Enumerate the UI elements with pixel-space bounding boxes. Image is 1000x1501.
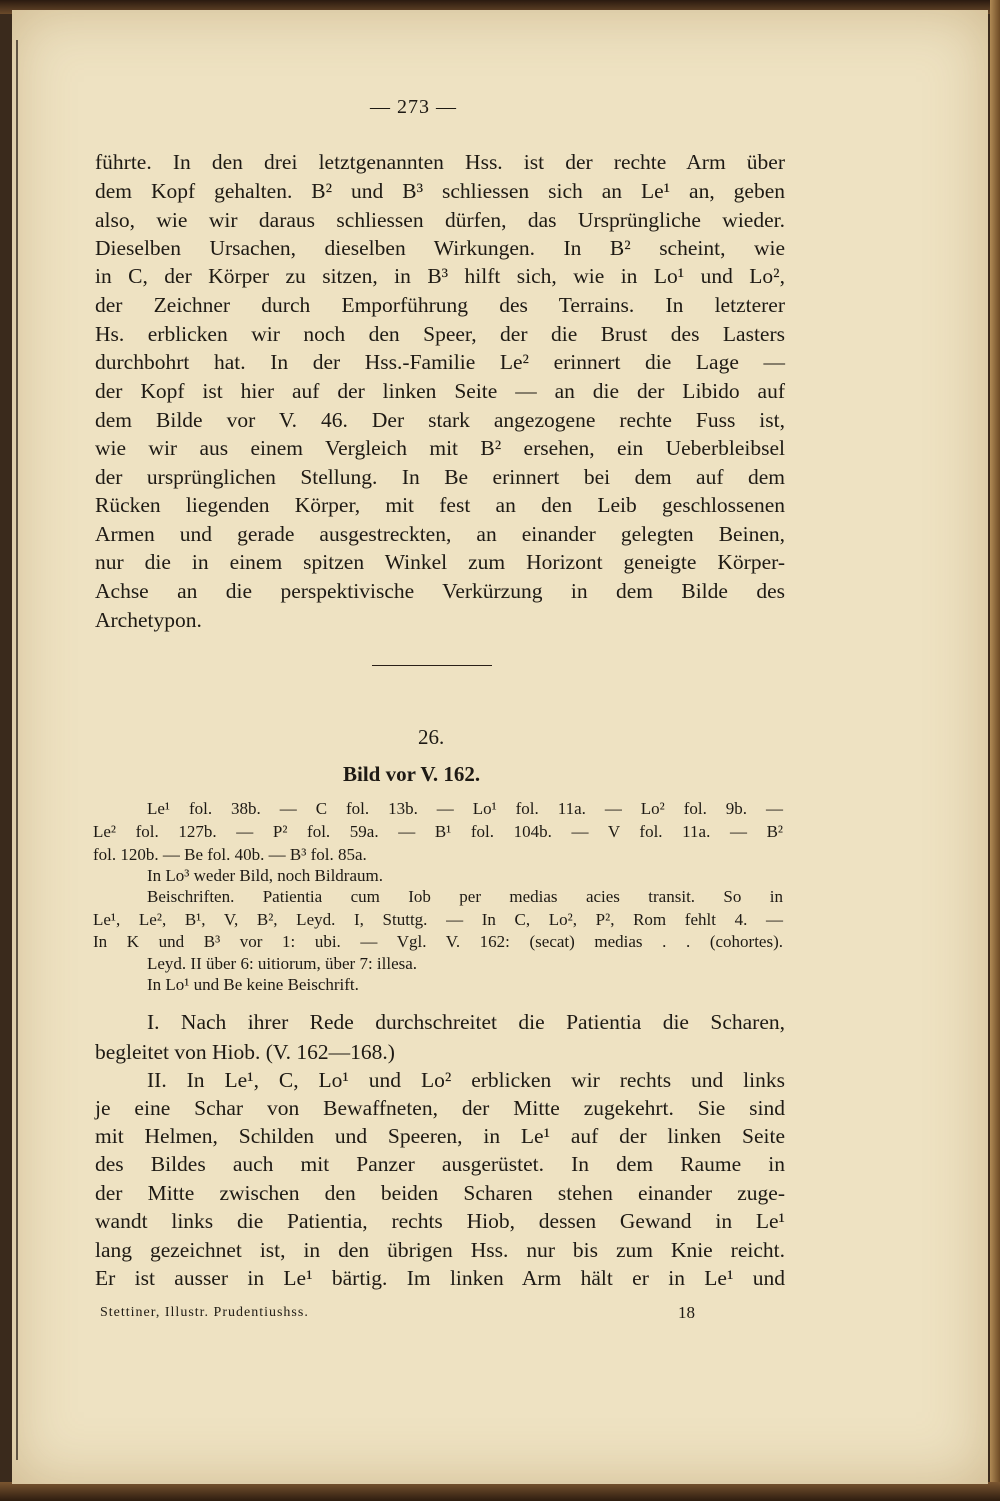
paragraph-line: der Kopf ist hier auf der linken Seite — an die der Libido auf: [95, 379, 785, 403]
note-line: In Lo¹ und Be keine Beischrift.: [147, 975, 359, 994]
paragraph-line: mit Helmen, Schilden und Speeren, in Le¹ auf der linken Seite: [95, 1124, 785, 1148]
binding-edge: [16, 40, 18, 1460]
note-line: Le¹, Le², B¹, V, B², Leyd. I, Stuttg. — In C, Lo², P², Rom fehlt 4. —: [93, 910, 783, 929]
paragraph-line: in C, der Körper zu sitzen, in B³ hilft sich, wie in Lo¹ und Lo²,: [95, 264, 785, 288]
note-line: Leyd. II über 6: uitiorum, über 7: illesa.: [147, 954, 418, 973]
paragraph-line: der Zeichner durch Emporführung des Terrains. In letzterer: [95, 293, 785, 317]
paragraph-line: dem Bilde vor V. 46. Der stark angezogene rechte Fuss ist,: [95, 408, 785, 432]
note-line: In Lo³ weder Bild, noch Bildraum.: [147, 866, 383, 885]
page-number: — 273 —: [370, 96, 457, 118]
paragraph-line: Dieselben Ursachen, dieselben Wirkungen. In B² scheint, wie: [95, 236, 785, 260]
paragraph-line: I. Nach ihrer Rede durchschreitet die Patientia die Scharen,: [147, 1010, 785, 1034]
note-line: Le¹ fol. 38b. — C fol. 13b. — Lo¹ fol. 11a. — Lo² fol. 9b. —: [147, 799, 783, 818]
paragraph-line: Armen und gerade ausgestreckten, an einander gelegten Beinen,: [95, 522, 785, 546]
paragraph-line: Er ist ausser in Le¹ bärtig. Im linken Arm hält er in Le¹ und: [95, 1266, 785, 1290]
note-line: Beischriften. Patientia cum Iob per medias acies transit. So in: [147, 887, 783, 906]
paragraph-line: Archetypon.: [95, 608, 202, 632]
section-divider: [372, 665, 492, 666]
paragraph-line: durchbohrt hat. In der Hss.-Familie Le² erinnert die Lage —: [95, 350, 785, 374]
section-number: 26.: [418, 725, 445, 749]
section-title: Bild vor V. 162.: [343, 762, 481, 786]
note-line: Le² fol. 127b. — P² fol. 59a. — B¹ fol. 104b. — V fol. 11a. — B²: [93, 822, 783, 841]
paragraph-line: führte. In den drei letztgenannten Hss. ist der rechte Arm über: [95, 150, 785, 174]
footer-signature: Stettiner, Illustr. Prudentiushss.: [100, 1305, 309, 1320]
note-line: In K und B³ vor 1: ubi. — Vgl. V. 162: (secat) medias . . (cohortes).: [93, 932, 783, 951]
paragraph-line: Rücken liegenden Körper, mit fest an den Leib geschlossenen: [95, 493, 785, 517]
paragraph-line: dem Kopf gehalten. B² und B³ schliessen sich an Le¹ an, geben: [95, 179, 785, 203]
paragraph-line: nur die in einem spitzen Winkel zum Horizont geneigte Körper-: [95, 550, 785, 574]
paragraph-line: des Bildes auch mit Panzer ausgerüstet. In dem Raume in: [95, 1152, 785, 1176]
paragraph-line: Hs. erblicken wir noch den Speer, der die Brust des Lasters: [95, 322, 785, 346]
paragraph-line: Achse an die perspektivische Verkürzung in dem Bilde des: [95, 579, 785, 603]
bottom-page-edge: [0, 1482, 1000, 1501]
paragraph-line: wandt links die Patientia, rechts Hiob, dessen Gewand in Le¹: [95, 1209, 785, 1233]
paragraph-line: wie wir aus einem Vergleich mit B² ersehen, ein Ueberbleibsel: [95, 436, 785, 460]
paragraph-line: begleitet von Hiob. (V. 162—168.): [95, 1040, 395, 1064]
footer-sheet-number: 18: [678, 1303, 695, 1322]
right-page-edge: [990, 0, 1000, 1501]
paragraph-line: lang gezeichnet ist, in den übrigen Hss. nur bis zum Knie reicht.: [95, 1238, 785, 1262]
paragraph-line: also, wie wir daraus schliessen dürfen, das Ursprüngliche wieder.: [95, 208, 785, 232]
paragraph-line: je eine Schar von Bewaffneten, der Mitte zugekehrt. Sie sind: [95, 1096, 785, 1120]
paragraph-line: der Mitte zwischen den beiden Scharen stehen einander zuge-: [95, 1181, 785, 1205]
note-line: fol. 120b. — Be fol. 40b. — B³ fol. 85a.: [93, 845, 367, 864]
paragraph-line: II. In Le¹, C, Lo¹ und Lo² erblicken wir rechts und links: [147, 1068, 785, 1092]
paragraph-line: der ursprünglichen Stellung. In Be erinnert bei dem auf dem: [95, 465, 785, 489]
